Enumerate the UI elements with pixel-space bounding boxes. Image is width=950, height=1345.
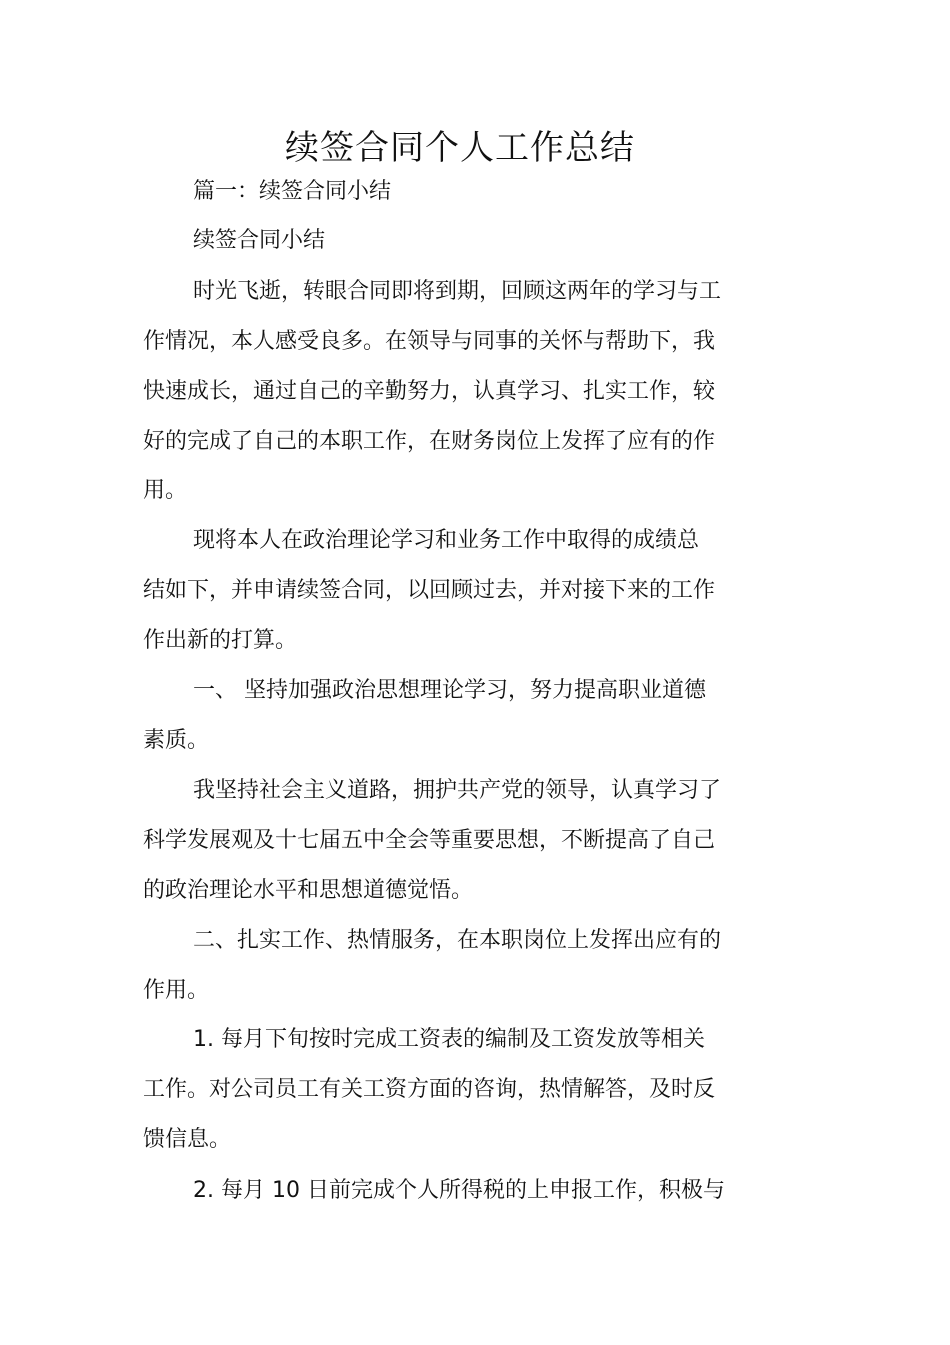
paragraph-line: 好的完成了自己的本职工作，在财务岗位上发挥了应有的作 [143, 429, 716, 454]
paragraph-line: 我坚持社会主义道路，拥护共产党的领导，认真学习了 [193, 778, 722, 803]
section-heading-part-one: 篇一：续签合同小结 [193, 179, 392, 204]
paragraph-line: 作用。 [143, 978, 210, 1003]
paragraph-line: 工作。对公司员工有关工资方面的咨询，热情解答，及时反 [143, 1077, 716, 1102]
paragraph-line: 现将本人在政治理论学习和业务工作中取得的成绩总 [193, 528, 700, 553]
paragraph-line: 馈信息。 [143, 1127, 232, 1152]
list-item-1: 1. 每月下旬按时完成工资表的编制及工资发放等相关 [193, 1027, 705, 1052]
paragraph-line: 快速成长，通过自己的辛勤努力，认真学习、扎实工作，较 [143, 379, 716, 404]
paragraph-line: 结如下，并申请续签合同，以回顾过去，并对接下来的工作 [143, 578, 716, 603]
section-heading-two: 二、扎实工作、热情服务，在本职岗位上发挥出应有的 [193, 928, 722, 953]
document-title: 续签合同个人工作总结 [285, 128, 635, 168]
paragraph-line: 素质。 [143, 728, 210, 753]
paragraph-line: 科学发展观及十七届五中全会等重要思想，不断提高了自己 [143, 828, 716, 853]
paragraph-line: 的政治理论水平和思想道德觉悟。 [143, 878, 474, 903]
paragraph-line: 作出新的打算。 [143, 628, 298, 653]
subheading: 续签合同小结 [193, 228, 326, 253]
paragraph-line: 时光飞逝，转眼合同即将到期，回顾这两年的学习与工 [193, 279, 722, 304]
paragraph-line: 用。 [143, 478, 188, 503]
section-heading-one: 一、 坚持加强政治思想理论学习，努力提高职业道德 [193, 678, 706, 703]
paragraph-line: 作情况，本人感受良多。在领导与同事的关怀与帮助下，我 [143, 329, 716, 354]
list-item-2: 2. 每月 10 日前完成个人所得税的上申报工作，积极与 [193, 1178, 725, 1203]
